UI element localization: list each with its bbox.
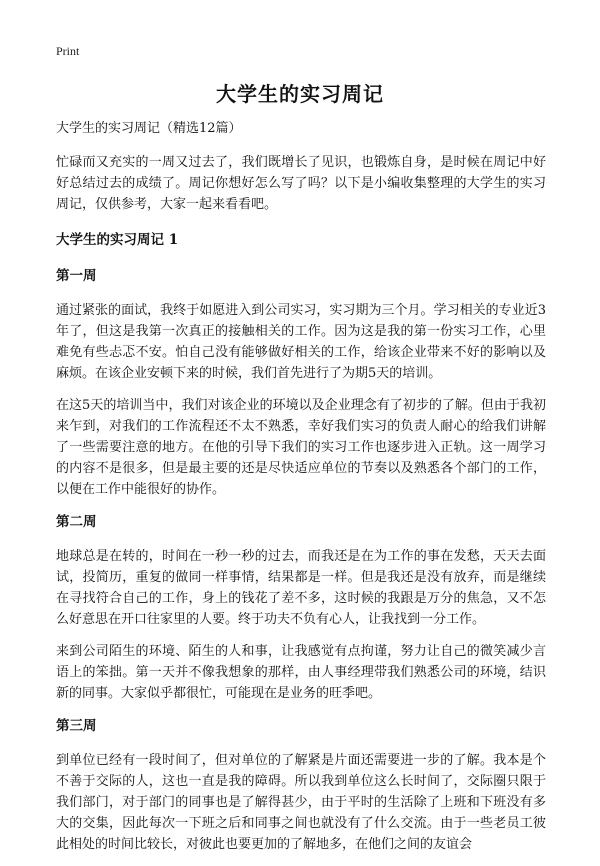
- section-heading: 大学生的实习周记 1: [56, 232, 179, 248]
- body-paragraph: 通过紧张的面试，我终于如愿进入到公司实习，实习期为三个月。学习相关的专业近3年了，但这是我第一次真正的接触相关的工作。因为这是我的第一份实习工作，心里难免有些忐忑不安。怕自己没有能够做好相关的工作，给该企业带来不好的影响以及麻烦。在该企业安顿下来的时候，我们首先进行了为期5天的培训。: [56, 303, 546, 381]
- document-subtitle: 大学生的实习周记（精选12篇）: [56, 121, 242, 136]
- body-paragraph: 地球总是在转的，时间在一秒一秒的过去，而我还是在为工作的事在发愁，天天去面试，投简历，重复的做同一样事情，结果都是一样。但是我还是没有放弃，而是继续在寻找符合自己的工作，身上的钱花了差不多，这时候的我跟是万分的焦急，又不怎么好意思在开口往家里的人要。终于功夫不负有心人，让我找到一分工作。: [56, 549, 546, 627]
- body-paragraph: 在这5天的培训当中，我们对该企业的环境以及企业理念有了初步的了解。但由于我初来乍到，对我们的工作流程还不太不熟悉，幸好我们实习的负责人耐心的给我们讲解了一些需要注意的地方。在他的引导下我们的实习工作也逐步进入正轨。这一周学习的内容不是很多，但是最主要的还是尽快适应单位的节奏以及熟悉各个部门的工作，以便在工作中能很好的协作。: [56, 398, 546, 497]
- intro-paragraph: 忙碌而又充实的一周又过去了，我们既增长了见识，也锻炼自身，是时候在周记中好好总结过去的成绩了。周记你想好怎么写了吗？以下是小编收集整理的大学生的实习周记，仅供参考，大家一起来看看吧。: [56, 155, 546, 212]
- week-heading: 第三周: [56, 718, 97, 734]
- page-title: 大学生的实习周记: [216, 82, 384, 106]
- document-body: [56, 118, 546, 866]
- print-label: Print: [56, 44, 80, 58]
- week-heading: 第二周: [56, 514, 97, 530]
- week-heading: 第一周: [56, 268, 97, 284]
- body-paragraph: 到单位已经有一段时间了，但对单位的了解紧是片面还需要进一步的了解。我本是个不善于交际的人，这也一直是我的障碍。所以我到单位这么长时间了，交际圈只限于我们部门，对于部门的同事也是了解得甚少，由于平时的生活除了上班和下班没有多大的交集，因此每次一下班之后和同事之间也就没有了什么交流。由于一些老员工彼此相处的时间比较长，对彼此也要更加的了解地多，在他们之间的友谊会: [56, 753, 546, 852]
- body-paragraph: 来到公司陌生的环境、陌生的人和事，让我感觉有点拘谨，努力让自己的微笑减少言语上的笨拙。第一天并不像我想象的那样，由人事经理带我们熟悉公司的环境，结识新的同事。大家似乎都很忙，可能现在是业务的旺季吧。: [56, 644, 546, 701]
